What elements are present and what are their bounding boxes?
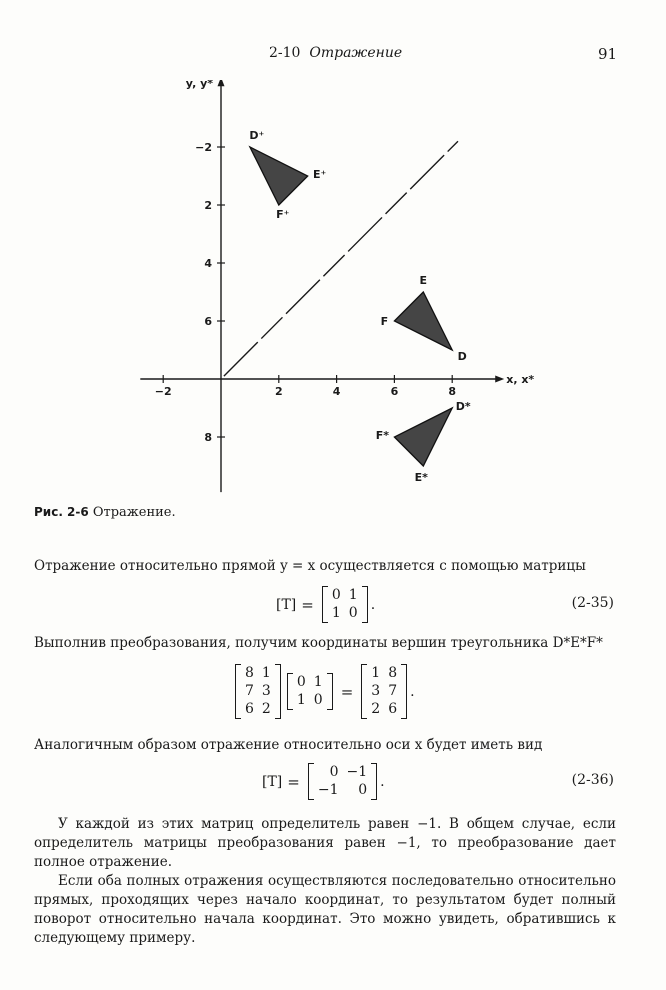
vertex-label-D: D xyxy=(457,350,467,363)
reflection-figure xyxy=(0,80,666,500)
matrix-cell: 0 xyxy=(313,692,323,708)
x-axis-arrow-icon xyxy=(495,376,504,383)
x-axis-label: x, x* xyxy=(506,373,535,386)
matrix-cell: 1 xyxy=(313,674,323,690)
matrix-cell: 2 xyxy=(371,701,381,717)
eq1-lhs: [T] xyxy=(276,596,297,613)
matrix-cell: 3 xyxy=(261,683,271,699)
vertex-label-E: E xyxy=(419,274,428,287)
x-tick-label: 4 xyxy=(332,385,341,398)
equation-2-36 xyxy=(0,763,666,803)
equation-number: (2-35) xyxy=(571,595,614,611)
equation-2-35 xyxy=(0,586,666,626)
matrix-cell: −1 xyxy=(317,782,339,798)
paragraph-3: Аналогичным образом отражение относительно оси x будет иметь вид xyxy=(34,737,543,753)
matrix-cell: 0 xyxy=(331,587,341,603)
triangle-DEF xyxy=(394,292,452,350)
eq3-equals: = xyxy=(287,772,300,791)
reflection-line xyxy=(224,141,458,376)
vertex-label-E*: E* xyxy=(414,471,428,484)
vertex-label-F⁺: F⁺ xyxy=(276,208,290,221)
vertex-label-D*: D* xyxy=(455,400,471,413)
paragraph-4: У каждой из этих матриц определитель равен −1. В общем случае, если определитель матрицы преобразования равен −1, то преобразование дает полное отражение. xyxy=(34,816,616,870)
matrix-cell: 6 xyxy=(388,701,398,717)
paragraph-5: Если оба полных отражения осуществляются последовательно относительно прямых, проходящих через начало координат, то результатом будет полный поворот относительно начала координат. Это можно увидеть, обратившись к следующему примеру. xyxy=(34,873,616,946)
section-number: 2-10 xyxy=(269,45,301,61)
running-head xyxy=(269,45,402,61)
matrix-cell: 1 xyxy=(296,692,306,708)
equation-matrix-product xyxy=(0,664,666,724)
y-tick-label: 4 xyxy=(204,257,212,270)
section-title: Отражение xyxy=(309,45,403,61)
running-header xyxy=(0,45,666,65)
paragraph-2: Выполнив преобразования, получим координаты вершин треугольника D*E*F* xyxy=(34,635,603,651)
matrix-cell: 2 xyxy=(261,701,271,717)
matrix-cell: 1 xyxy=(331,605,341,621)
vertex-label-F: F xyxy=(380,315,389,328)
y-tick-label: −2 xyxy=(195,141,212,154)
eq2-matrix-transform xyxy=(287,673,333,710)
matrix-cell: 3 xyxy=(371,683,381,699)
y-axis-label: y, y* xyxy=(185,80,213,91)
eq3-matrix xyxy=(308,763,377,800)
matrix-cell: 1 xyxy=(261,665,271,681)
y-tick-label: 6 xyxy=(204,315,212,328)
matrix-cell: 0 xyxy=(358,782,368,798)
vertex-label-F*: F* xyxy=(375,429,390,442)
matrix-cell: 8 xyxy=(245,665,254,681)
caption-text: Отражение. xyxy=(92,505,176,520)
caption-label: Рис. 2-6 xyxy=(34,505,89,519)
matrix-cell: 7 xyxy=(388,683,398,699)
figure-caption xyxy=(34,505,176,520)
eq2-equals: = xyxy=(340,682,354,701)
eq1-period: . xyxy=(370,596,376,613)
equation-number: (2-36) xyxy=(571,772,614,788)
eq2-period: . xyxy=(410,683,415,700)
x-tick-label: 8 xyxy=(448,385,457,398)
matrix-cell: 7 xyxy=(245,683,254,699)
eq3-lhs: [T] xyxy=(262,773,283,790)
matrix-cell: −1 xyxy=(346,764,368,780)
matrix-cell: 6 xyxy=(245,701,254,717)
eq1-matrix xyxy=(322,586,368,623)
y-tick-label: 8 xyxy=(204,431,212,444)
matrix-cell: 1 xyxy=(348,587,358,603)
x-tick-label: −2 xyxy=(154,385,172,398)
eq3-period: . xyxy=(380,773,385,790)
matrix-cell: 0 xyxy=(296,674,306,690)
x-tick-label: 2 xyxy=(274,385,283,398)
eq2-matrix-result xyxy=(361,664,407,719)
eq2-matrix-points xyxy=(235,664,281,719)
y-axis-arrow-icon xyxy=(218,80,225,86)
triangle-D+E+F+ xyxy=(250,147,308,205)
vertex-label-E⁺: E⁺ xyxy=(313,168,327,181)
matrix-cell: 1 xyxy=(371,665,381,681)
paragraph-1: Отражение относительно прямой y = x осуществляется с помощью матрицы xyxy=(34,558,586,574)
vertex-label-D⁺: D⁺ xyxy=(249,129,265,142)
matrix-cell: 8 xyxy=(388,665,398,681)
page-number: 91 xyxy=(598,45,618,63)
matrix-cell: 0 xyxy=(329,764,339,780)
x-tick-label: 6 xyxy=(390,385,399,398)
triangle-D*E*F* xyxy=(394,408,452,466)
eq1-equals: = xyxy=(301,595,314,614)
y-tick-label: 2 xyxy=(204,199,212,212)
matrix-cell: 0 xyxy=(348,605,358,621)
